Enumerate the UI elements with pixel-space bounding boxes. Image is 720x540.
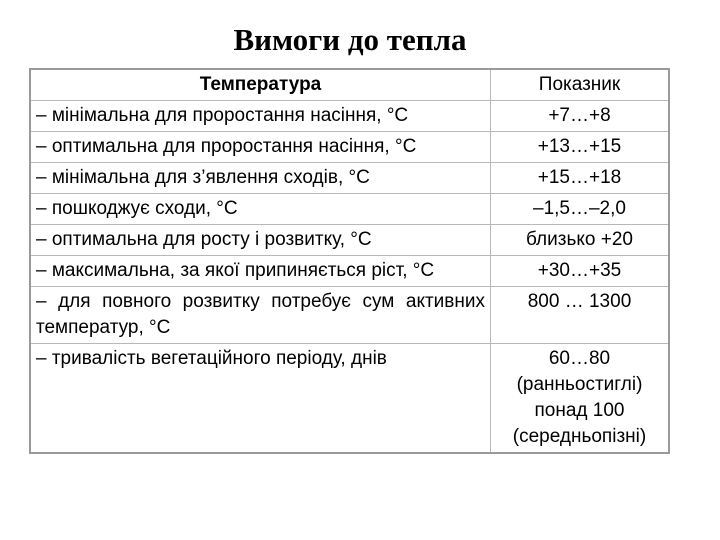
value-line: понад 100 — [534, 400, 625, 421]
table-row — [30, 256, 669, 287]
row-param: – оптимальна для росту і розвитку, °С — [30, 225, 491, 256]
row-value: +7…+8 — [491, 101, 670, 132]
table-row — [30, 344, 669, 454]
table-row — [30, 132, 669, 163]
row-value — [491, 344, 670, 454]
row-value: –1,5…–2,0 — [491, 194, 670, 225]
header-indicator: Показник — [491, 69, 670, 101]
header-temperature: Температура — [30, 69, 491, 101]
table-header-row — [30, 69, 669, 101]
row-value: 800 … 1300 — [491, 287, 670, 344]
value-line: (середньопізні) — [512, 426, 647, 447]
table-row — [30, 287, 669, 344]
row-param: – для повного розвитку потребує сум активних температур, °С — [30, 287, 491, 344]
row-param: – мінімальна для з’явлення сходів, °С — [30, 163, 491, 194]
row-value: +30…+35 — [491, 256, 670, 287]
row-value: +15…+18 — [491, 163, 670, 194]
heat-requirements-table — [29, 68, 670, 454]
value-line: 60…80 — [548, 348, 611, 369]
row-param: – пошкоджує сходи, °С — [30, 194, 491, 225]
table-row — [30, 194, 669, 225]
row-value: близько +20 — [491, 225, 670, 256]
row-param: – тривалість вегетаційного періоду, днів — [30, 344, 491, 454]
row-value: +13…+15 — [491, 132, 670, 163]
row-param: – мінімальна для проростання насіння, °С — [30, 101, 491, 132]
value-line: (ранньостиглі) — [516, 374, 643, 395]
slide-title — [0, 22, 720, 58]
table-row — [30, 101, 669, 132]
table-row — [30, 225, 669, 256]
slide-title-text: Вимоги до тепла — [233, 22, 467, 57]
row-param: – максимальна, за якої припиняється ріст, °С — [30, 256, 491, 287]
row-param: – оптимальна для проростання насіння, °С — [30, 132, 491, 163]
table-row — [30, 163, 669, 194]
